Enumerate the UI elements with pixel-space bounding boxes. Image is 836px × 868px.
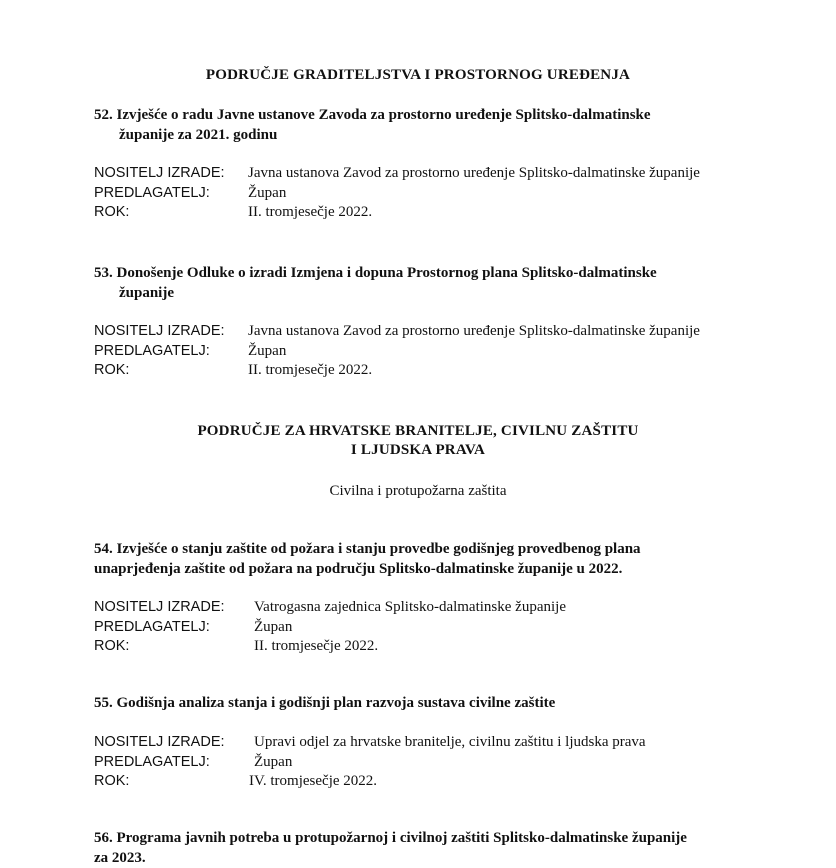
section-heading: PODRUČJE ZA HRVATSKE BRANITELJE, CIVILNU ZAŠTITU [0, 422, 836, 441]
rok-row [94, 203, 700, 223]
nositelj-value: Javna ustanova Zavod za prostorno uređenje Splitsko-dalmatinske županije [248, 322, 700, 342]
nositelj-label: NOSITELJ IZRADE: [94, 164, 248, 184]
rok-row [94, 772, 646, 792]
nositelj-value: Javna ustanova Zavod za prostorno uređenje Splitsko-dalmatinske županije [248, 164, 700, 184]
predlagatelj-value: Župan [254, 753, 292, 773]
nositelj-label: NOSITELJ IZRADE: [94, 733, 254, 753]
predlagatelj-label: PREDLAGATELJ: [94, 342, 248, 362]
nositelj-row [94, 322, 700, 342]
nositelj-label: NOSITELJ IZRADE: [94, 598, 254, 618]
section-subheading: Civilna i protupožarna zaštita [0, 482, 836, 501]
predlagatelj-label: PREDLAGATELJ: [94, 753, 254, 773]
item-title [94, 694, 794, 714]
item-title-line: 55. Godišnja analiza stanja i godišnji plan razvoja sustava civilne zaštite [94, 694, 794, 714]
item-title-line: unaprjeđenja zaštite od požara na području Splitsko-dalmatinske županije u 2022. [94, 560, 794, 580]
item-title [94, 829, 794, 868]
predlagatelj-row [94, 342, 700, 362]
rok-label: ROK: [94, 772, 249, 792]
predlagatelj-row [94, 618, 566, 638]
predlagatelj-row [94, 753, 646, 773]
item-title-line: 56. Programa javnih potreba u protupožarnoj i civilnoj zaštiti Splitsko-dalmatinske županije [94, 829, 794, 849]
rok-value: IV. tromjesečje 2022. [249, 772, 377, 792]
item-title [94, 106, 794, 145]
item-title [94, 540, 794, 579]
predlagatelj-value: Župan [254, 618, 292, 638]
rok-label: ROK: [94, 361, 248, 381]
nositelj-row [94, 598, 566, 618]
predlagatelj-row [94, 184, 700, 204]
rok-label: ROK: [94, 203, 248, 223]
nositelj-value: Upravi odjel za hrvatske branitelje, civilnu zaštitu i ljudska prava [254, 733, 646, 753]
predlagatelj-value: Župan [248, 342, 286, 362]
item-title-line: za 2023. [94, 849, 794, 868]
item-meta [94, 164, 700, 223]
nositelj-value: Vatrogasna zajednica Splitsko-dalmatinske županije [254, 598, 566, 618]
nositelj-row [94, 164, 700, 184]
rok-label: ROK: [94, 637, 254, 657]
item-title-line: županije za 2021. godinu [94, 126, 794, 146]
rok-row [94, 361, 700, 381]
section-heading: PODRUČJE GRADITELJSTVA I PROSTORNOG UREĐENJA [0, 66, 836, 85]
rok-value: II. tromjesečje 2022. [248, 203, 372, 223]
predlagatelj-value: Župan [248, 184, 286, 204]
rok-row [94, 637, 566, 657]
nositelj-row [94, 733, 646, 753]
item-title-line: 52. Izvješće o radu Javne ustanove Zavoda za prostorno uređenje Splitsko-dalmatinske [94, 106, 794, 126]
item-meta [94, 322, 700, 381]
predlagatelj-label: PREDLAGATELJ: [94, 618, 254, 638]
item-title-line: 53. Donošenje Odluke o izradi Izmjena i dopuna Prostornog plana Splitsko-dalmatinske [94, 264, 794, 284]
item-title [94, 264, 794, 303]
nositelj-label: NOSITELJ IZRADE: [94, 322, 248, 342]
item-title-line: 54. Izvješće o stanju zaštite od požara i stanju provedbe godišnjeg provedbenog plana [94, 540, 794, 560]
predlagatelj-label: PREDLAGATELJ: [94, 184, 248, 204]
rok-value: II. tromjesečje 2022. [254, 637, 378, 657]
section-heading: I LJUDSKA PRAVA [0, 441, 836, 460]
item-title-line: županije [94, 284, 794, 304]
item-meta [94, 598, 566, 657]
item-meta [94, 733, 646, 792]
rok-value: II. tromjesečje 2022. [248, 361, 372, 381]
